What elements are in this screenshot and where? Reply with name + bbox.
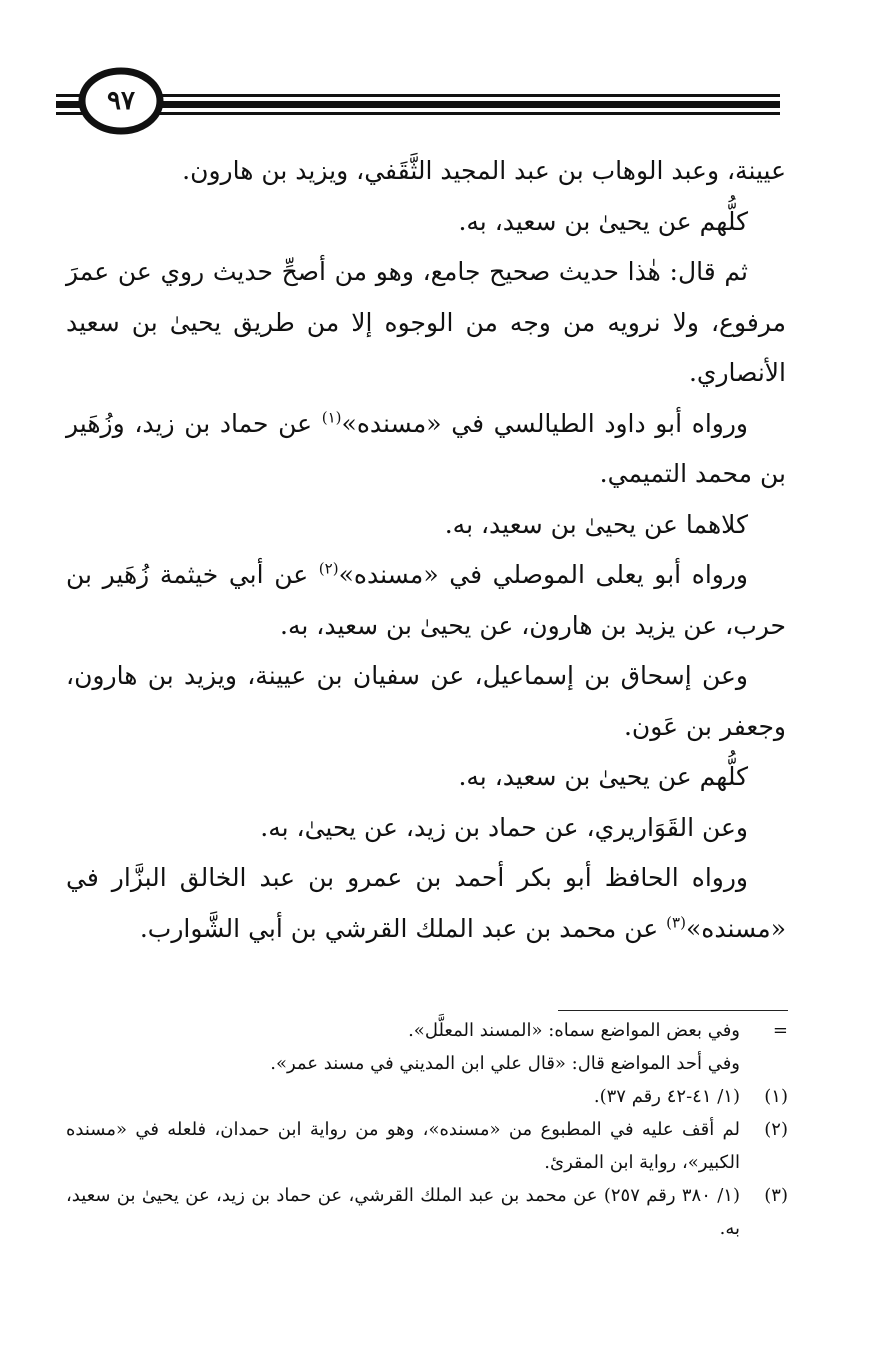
footnote-marker: (٢) — [764, 1119, 788, 1140]
paragraph-8: كلُّهم عن يحيىٰ بن سعيد، به. — [458, 762, 748, 791]
footnote-marker: (١) — [764, 1086, 788, 1107]
paragraph-6-text-after: عن أبي خيثمة زُهَير بن حرب، عن يزيد بن هارون، عن يحيىٰ بن سعيد، به. — [66, 560, 786, 640]
header-line-right-thick — [152, 101, 780, 108]
footnote-ref-2: (٢) — [318, 559, 339, 578]
footnote-continuation-2 — [66, 1047, 788, 1080]
paragraph-6-text-before: ورواه أبو يعلى الموصلي في «مسنده» — [338, 560, 748, 589]
footnote-marker: = — [772, 1020, 788, 1041]
footnote-ref-3: (٣) — [666, 913, 686, 932]
footnote-continuation-1 — [66, 1014, 788, 1047]
footnote-text: (١/ ٤١-٤٢ رقم ٣٧). — [593, 1086, 740, 1107]
footnote-text: وفي أحد المواضع قال: «قال علي ابن المديني في مسند عمر». — [270, 1053, 740, 1074]
paragraph-10 — [66, 853, 786, 954]
footnote-divider — [558, 1010, 788, 1011]
footnote-text: (١/ ٣٨٠ رقم ٢٥٧) عن محمد بن عبد الملك القرشي، عن حماد بن زيد، عن يحيىٰ بن سعيد، به. — [66, 1185, 740, 1239]
paragraph-3: ثم قال: هٰذا حديث صحيح جامع، وهو من أصحِّ حديث روي عن عمرَ مرفوع، ولا نرويه من وجه من الوجوه إلا من طريق يحيىٰ بن سعيد الأنصاري. — [66, 257, 786, 387]
footnote-3 — [66, 1179, 788, 1245]
paragraph-10-text-after: عن محمد بن عبد الملك القرشي بن أبي الشَّوارب. — [139, 913, 667, 943]
footnote-text: لم أقف عليه في المطبوع من «مسنده»، وهو من رواية ابن حمدان، فلعله في «مسنده الكبير»، رواية ابن المقرئ. — [66, 1119, 740, 1173]
paragraph-6 — [66, 550, 786, 651]
header-line-right-bottom — [152, 112, 780, 115]
footnote-text: وفي بعض المواضع سماه: «المسند المعلَّل». — [408, 1020, 740, 1041]
paragraph-4-text-after: عن حماد بن زيد، وزُهَير بن محمد التميمي. — [66, 408, 786, 488]
paragraph-2: كلُّهم عن يحيىٰ بن سعيد، به. — [458, 206, 748, 236]
footnote-2 — [66, 1113, 788, 1179]
paragraph-10-text-before: ورواه الحافظ أبو بكر أحمد بن عمرو بن عبد الخالق البزَّار في «مسنده» — [66, 863, 786, 943]
footnote-1 — [66, 1080, 788, 1113]
paragraph-4 — [66, 399, 786, 500]
footnote-ref-1: (١) — [321, 408, 342, 427]
footnote-marker: (٣) — [764, 1185, 788, 1206]
page-number: ٩٧ — [107, 86, 135, 116]
main-text — [66, 146, 786, 954]
paragraph-7: وعن إسحاق بن إسماعيل، عن سفيان بن عيينة، ويزيد بن هارون، وجعفر بن عَون. — [66, 661, 786, 741]
header-line-right-top — [152, 94, 780, 97]
footnotes — [66, 1014, 788, 1245]
paragraph-9: وعن القَوَاريري، عن حماد بن زيد، عن يحيىٰ، به. — [260, 812, 748, 842]
paragraph-4-text-before: ورواه أبو داود الطيالسي في «مسنده» — [341, 408, 748, 438]
page-header — [0, 0, 873, 150]
paragraph-5: كلاهما عن يحيىٰ بن سعيد، به. — [444, 509, 748, 539]
paragraph-1: عيينة، وعبد الوهاب بن عبد المجيد الثَّقَفي، ويزيد بن هارون. — [182, 156, 786, 185]
